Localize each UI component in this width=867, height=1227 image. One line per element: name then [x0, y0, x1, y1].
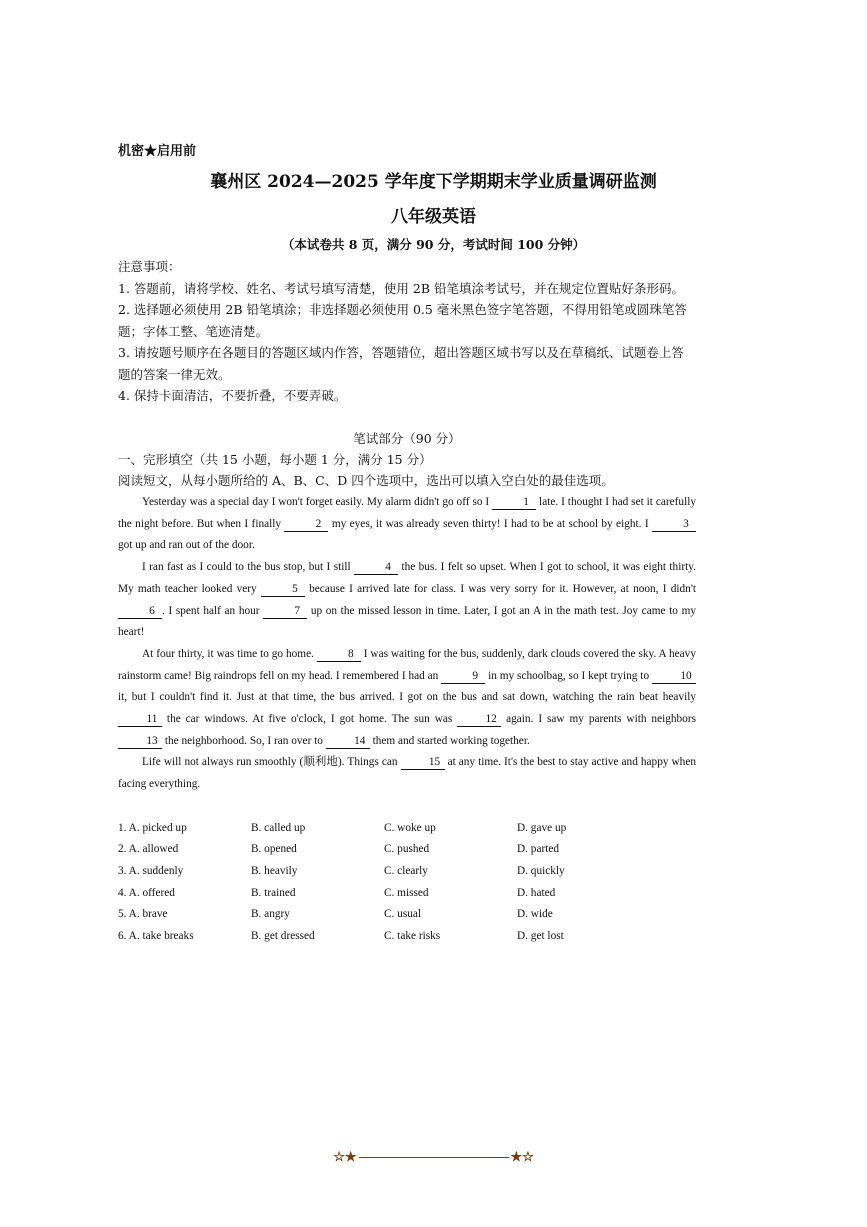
option: 1. A. picked up	[118, 821, 187, 834]
passage-text: I was waiting for the bus, suddenly, dark clouds covered the sky. A heavy rainstorm came! Big raindrops fell on my head. I remembered I had an	[118, 647, 696, 682]
option-row	[118, 882, 696, 904]
section-heading: 一、完形填空（共 15 小题，每小题 1 分，满分 15 分）	[118, 452, 432, 467]
passage-paragraph	[118, 644, 696, 753]
option: C. woke up	[384, 821, 436, 834]
option: C. clearly	[384, 864, 428, 877]
blank-number: 9	[441, 670, 485, 684]
page-footer	[0, 1150, 867, 1165]
option-row	[118, 839, 696, 861]
passage-text: up on the missed lesson in time. Later, I got an A in the math test. Joy came to my heart!	[118, 604, 696, 639]
notes-block	[118, 256, 696, 407]
blank-number: 3	[652, 518, 696, 532]
passage-paragraph	[118, 752, 696, 795]
blank-number: 10	[652, 670, 696, 684]
option: B. angry	[251, 908, 290, 921]
blank-number: 6	[118, 605, 162, 619]
passage-text: I ran fast as I could to the bus stop, but I still	[142, 561, 355, 574]
option: D. hated	[517, 886, 556, 899]
passage-text: late. I thought I had set it carefully the night before. But when I finally	[118, 496, 697, 530]
blank-number: 12	[457, 713, 501, 727]
passage-text: the bus. I felt so upset. When I got to school, it was eight thirty. My math teacher looked very	[118, 561, 696, 595]
option: C. pushed	[384, 843, 430, 856]
option: B. called up	[251, 821, 306, 834]
note-item: 4. 保持卡面清洁，不要折叠，不要弄破。	[118, 388, 347, 403]
passage-text: at any time. It's the best to stay active and happy when facing everything.	[118, 756, 696, 791]
blank-number: 15	[401, 756, 445, 770]
option-row	[118, 903, 696, 925]
passage-text: Yesterday was a special day I won't forget easily. My alarm didn't go off so I	[142, 496, 493, 508]
passage-text: At four thirty, it was time to go home.	[142, 647, 317, 660]
blank-number: 7	[263, 605, 307, 619]
blank-number: 8	[317, 648, 361, 662]
exam-info: （本试卷共 8 页，满分 90 分，考试时间 100 分钟）	[281, 237, 586, 252]
exam-title: 襄州区 2024—2025 学年度下学期期末学业质量调研监测	[210, 172, 657, 192]
passage-text: because I arrived late for class. I was very sorry for it. However, at noon, I didn't	[304, 582, 696, 595]
option-row	[118, 925, 696, 947]
passage-text: in my schoolbag, so I kept trying to	[485, 669, 652, 682]
passage-text: my eyes, it was already seven thirty! I had to be at school by eight. I	[328, 517, 652, 530]
option: C. usual	[384, 908, 422, 921]
passage-text: the car windows. At five o'clock, I got home. The sun was	[162, 713, 458, 726]
option-row	[118, 817, 696, 839]
option-row	[118, 860, 696, 882]
option: C. take risks	[384, 929, 441, 942]
options-list	[118, 817, 696, 947]
option: C. missed	[384, 886, 429, 899]
note-item: 2. 选择题必须使用 2B 铅笔填涂；非选择题必须使用 0.5 毫米黑色签字笔答题，不得用铅笔或圆珠笔答题；字体工整、笔迹清楚。	[118, 302, 687, 339]
section-instruction: 阅读短文，从每小题所给的 A、B、C、D 四个选项中，选出可以填入空白处的最佳选项。	[118, 473, 614, 488]
blank-number: 5	[261, 583, 305, 597]
option: D. parted	[517, 843, 560, 856]
blank-number: 1	[492, 496, 536, 510]
blank-number: 13	[118, 735, 162, 749]
star-icon: ☆★	[333, 1150, 357, 1165]
option: D. wide	[517, 908, 553, 921]
option: B. heavily	[251, 864, 298, 877]
note-item: 3. 请按题号顺序在各题目的答题区域内作答，答题错位，超出答题区域书写以及在草稿纸、试题卷上答题的答案一律无效。	[118, 345, 684, 382]
option: B. opened	[251, 843, 297, 856]
blank-number: 4	[354, 561, 398, 575]
part-heading: 笔试部分（90 分）	[353, 431, 461, 446]
exam-subject: 八年级英语	[391, 207, 476, 227]
passage-text: again. I saw my parents with neighbors	[501, 713, 696, 726]
passage-text: them and started working together.	[369, 734, 530, 747]
confidential-label: 机密★启用前	[118, 144, 197, 159]
passage-text: got up and ran out of the door.	[118, 539, 255, 552]
option: D. quickly	[517, 864, 565, 877]
option: D. gave up	[517, 821, 567, 834]
blank-number: 11	[118, 713, 162, 727]
passage-paragraph	[118, 492, 696, 557]
option: 5. A. brave	[118, 908, 168, 921]
option: D. get lost	[517, 929, 564, 942]
passage-text: the neighborhood. So, I ran over to	[162, 734, 326, 747]
passage-text: . I spent half an hour	[162, 604, 264, 617]
option: 3. A. suddenly	[118, 864, 184, 877]
passage-paragraph	[118, 557, 696, 644]
option: 4. A. offered	[118, 886, 175, 899]
option: B. get dressed	[251, 929, 315, 942]
star-icon: ★☆	[510, 1150, 534, 1165]
blank-number: 2	[284, 518, 328, 532]
passage-text: it, but I couldn't find it. Just at that time, the bus arrived. I got on the bus and sat down, watching the rain beat heavily	[118, 691, 696, 704]
passage-text: Life will not always run smoothly (顺利地). Things can	[142, 756, 401, 769]
option: 6. A. take breaks	[118, 929, 194, 942]
option: 2. A. allowed	[118, 843, 179, 856]
divider-line	[359, 1157, 509, 1158]
notes-heading: 注意事项：	[118, 259, 181, 274]
option: B. trained	[251, 886, 296, 899]
cloze-passage	[118, 492, 696, 796]
note-item: 1. 答题前，请将学校、姓名、考试号填写清楚，使用 2B 铅笔填涂考试号，并在规定位置贴好条形码。	[118, 280, 684, 296]
blank-number: 14	[326, 735, 370, 749]
